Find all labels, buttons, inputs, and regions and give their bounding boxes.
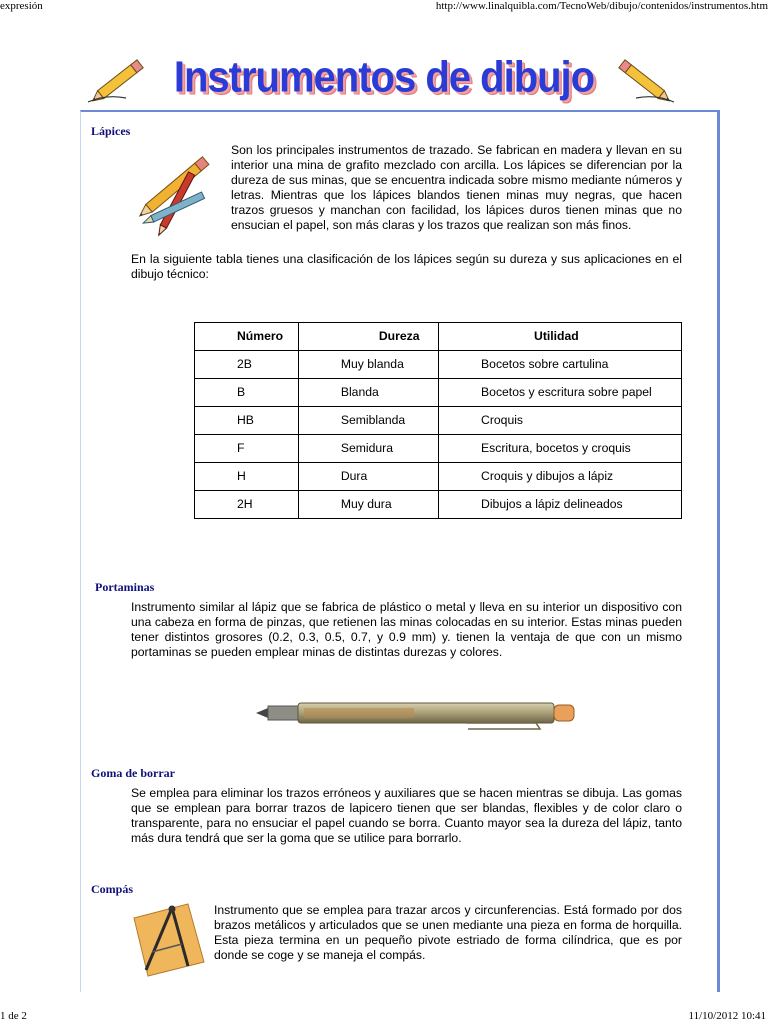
pencils-image bbox=[128, 143, 228, 243]
cell-dureza: Dura bbox=[298, 463, 438, 491]
cell-dureza: Semiblanda bbox=[298, 407, 438, 435]
table-row bbox=[195, 407, 682, 435]
table-row bbox=[195, 351, 682, 379]
table-header-row bbox=[195, 323, 682, 351]
cell-utilidad: Escritura, bocetos y croquis bbox=[439, 435, 682, 463]
cell-utilidad: Bocetos y escritura sobre papel bbox=[439, 379, 682, 407]
heading-compas: Compás bbox=[91, 882, 134, 896]
table-row bbox=[195, 435, 682, 463]
cell-numero: HB bbox=[195, 407, 299, 435]
cell-numero: 2B bbox=[195, 351, 299, 379]
table-row bbox=[195, 491, 682, 519]
print-footer bbox=[0, 1008, 768, 1024]
column-header-utilidad: Utilidad bbox=[439, 323, 682, 351]
header-left-text: expresión bbox=[0, 0, 43, 12]
cell-utilidad: Croquis bbox=[439, 407, 682, 435]
cell-numero: F bbox=[195, 435, 299, 463]
cell-utilidad: Bocetos sobre cartulina bbox=[439, 351, 682, 379]
portaminas-text: Instrumento similar al lápiz que se fabrica de plástico o metal y lleva en su interior un dispositivo con una cabeza en forma de pinzas, que retienen las minas colocadas en su interior. Estas minas pueden tener distintos grosores (0.2, 0.3, 0.5, 0.7, y 0.9 mm) y. tienen la ventaja de que con un mismo portaminas se pueden emplear minas de distintas durezas y colores. bbox=[131, 600, 682, 659]
compass-image bbox=[128, 900, 208, 980]
heading-lapices: Lápices bbox=[91, 124, 131, 138]
cell-numero: H bbox=[195, 463, 299, 491]
cell-dureza: Blanda bbox=[298, 379, 438, 407]
header-url[interactable]: http://www.linalquibla.com/TecnoWeb/dibujo/contenidos/instrumentos.htm bbox=[435, 0, 768, 12]
cell-dureza: Muy blanda bbox=[298, 351, 438, 379]
column-header-dureza: Dureza bbox=[298, 323, 438, 351]
table-row bbox=[195, 379, 682, 407]
print-datetime: 11/10/2012 10:41 bbox=[688, 1010, 766, 1022]
heading-goma: Goma de borrar bbox=[91, 766, 175, 780]
pencil-hardness-table bbox=[194, 322, 682, 519]
column-header-numero: Número bbox=[195, 323, 299, 351]
mechanical-pencil-image bbox=[254, 696, 578, 734]
cell-dureza: Semidura bbox=[298, 435, 438, 463]
cell-numero: 2H bbox=[195, 491, 299, 519]
cell-utilidad: Dibujos a lápiz delineados bbox=[439, 491, 682, 519]
lapices-text: Son los principales instrumentos de trazado. Se fabrican en madera y llevan en su interior una mina de grafito mezclado con arcilla. Los lápices se diferencian por la dureza de sus minas, que se encuentra indicada sobre mismo mediante números y letras. Mientras que los lápices blandos tienen minas muy negras, que hacen trazos gruesos y manchan con facilidad, los lápices duros tienen minas que no ensucian el papel, son más claras y los trazos que realizan son más finos. bbox=[231, 143, 682, 232]
page-number: 1 de 2 bbox=[0, 1010, 27, 1022]
table-row bbox=[195, 463, 682, 491]
compas-text: Instrumento que se emplea para trazar arcos y circunferencias. Está formado por dos brazos metálicos y articulados que se unen mediante una pieza en forma de horquilla. Esta pieza termina en un pequeño pivote estriado de forma cilíndrica, que es por donde se coge y se maneja el compás. bbox=[214, 903, 682, 962]
heading-portaminas: Portaminas bbox=[95, 580, 155, 594]
goma-text: Se emplea para eliminar los trazos erróneos y auxiliares que se hacen mientras se dibuja. Las gomas que se emplean para borrar trazos de lapicero tienen que ser blandas, flexibles y de color claro o transparente, para no ensuciar el papel cuando se borra. Cuanto mayor sea la dureza del lápiz, tanto más dura tendrá que ser la goma que se utilice para borrarlo. bbox=[131, 786, 682, 845]
cell-dureza: Muy dura bbox=[298, 491, 438, 519]
cell-numero: B bbox=[195, 379, 299, 407]
page-title: Instrumentos de dibujo bbox=[173, 52, 595, 102]
print-header bbox=[0, 0, 768, 14]
lapices-intro: En la siguiente tabla tienes una clasificación de los lápices según su dureza y sus aplicaciones en el dibujo técnico: bbox=[131, 252, 682, 281]
cell-utilidad: Croquis y dibujos a lápiz bbox=[439, 463, 682, 491]
